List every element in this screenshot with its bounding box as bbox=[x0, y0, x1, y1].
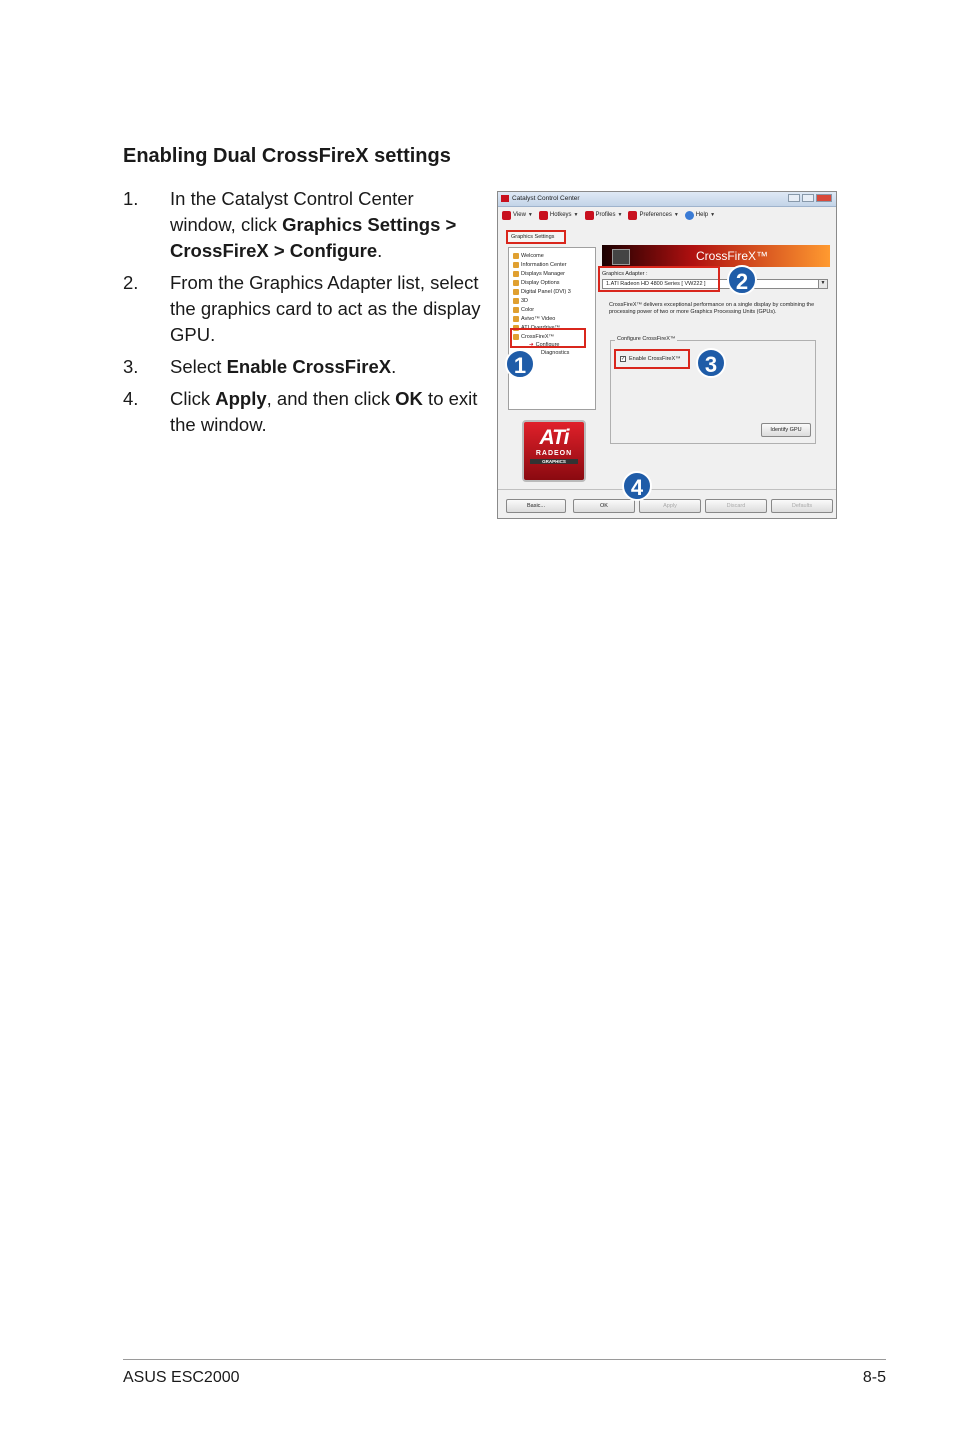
tree-node-icon bbox=[513, 253, 519, 259]
arrow-right-icon: ➜ bbox=[529, 342, 534, 348]
help-icon bbox=[685, 211, 694, 220]
step-text-bold: Graphics Settings > CrossFireX > Configure bbox=[170, 214, 457, 261]
step-text-part: Select bbox=[170, 356, 227, 377]
highlight-graphics-adapter bbox=[598, 266, 720, 292]
tree-node-icon bbox=[513, 262, 519, 268]
step-text bbox=[170, 354, 396, 380]
enable-crossfirex-checkbox[interactable]: ✓ bbox=[621, 356, 626, 362]
toolbar-label: Preferences bbox=[639, 212, 672, 218]
tree-item-label: Displays Manager bbox=[521, 271, 566, 277]
step-text-part: . bbox=[391, 356, 397, 377]
toolbar-preferences[interactable] bbox=[628, 211, 678, 220]
tree-item-label: Display Options bbox=[521, 280, 560, 286]
step-text-part: From the Graphics Adapter list, select the graphics card to act as the display GPU. bbox=[170, 272, 481, 345]
step-text-part: to exit the window. bbox=[170, 388, 478, 435]
logo-main-text: ATi bbox=[539, 426, 569, 449]
ok-button[interactable]: OK bbox=[573, 499, 635, 513]
toolbar-hotkeys[interactable] bbox=[539, 211, 579, 220]
step-item bbox=[123, 354, 483, 380]
footer-page-number: 8-5 bbox=[862, 1369, 886, 1386]
toolbar-label: Help bbox=[695, 212, 709, 218]
identify-gpu-button[interactable]: Identify GPU bbox=[761, 423, 811, 437]
step-number: 3. bbox=[123, 356, 139, 377]
footer-divider bbox=[123, 1359, 886, 1360]
chevron-down-icon: ▼ bbox=[527, 212, 533, 218]
step-text-bold: Enable CrossFireX bbox=[226, 356, 392, 377]
view-icon bbox=[502, 211, 511, 220]
chevron-down-icon[interactable]: ▼ bbox=[818, 280, 827, 288]
crossfirex-banner bbox=[602, 245, 830, 267]
tree-node-icon bbox=[513, 298, 519, 304]
callout-marker-2: 2 bbox=[727, 265, 757, 295]
tree-node-icon bbox=[513, 307, 519, 313]
callout-marker-4: 4 bbox=[622, 471, 652, 501]
tree-item-label: ATI Overdrive™ bbox=[521, 325, 561, 331]
toolbar-profiles[interactable] bbox=[585, 211, 623, 220]
tree-item[interactable] bbox=[513, 280, 560, 286]
profiles-icon bbox=[585, 211, 594, 220]
maximize-icon[interactable] bbox=[802, 194, 814, 202]
tree-item[interactable] bbox=[513, 262, 567, 268]
tree-node-icon bbox=[513, 316, 519, 322]
tree-node-icon bbox=[513, 271, 519, 277]
step-number: 4. bbox=[123, 388, 139, 409]
tree-item-diagnostics[interactable] bbox=[541, 350, 569, 356]
window-title: Catalyst Control Center bbox=[512, 195, 580, 202]
toolbar-label: Hotkeys bbox=[549, 212, 572, 218]
tree-item-label: Configure bbox=[535, 342, 560, 348]
logo-sub-text: RADEON bbox=[535, 450, 573, 457]
step-text-part: Click bbox=[170, 388, 216, 409]
toolbar-view[interactable] bbox=[502, 211, 533, 220]
crossfirex-description: CrossFireX™ delivers exceptional performance on a single display by combining the processing power of two or more Graphics Processing Units (GPUs). bbox=[609, 302, 815, 315]
basic-button[interactable]: Basic... bbox=[506, 499, 566, 513]
ati-app-icon bbox=[501, 195, 509, 202]
ati-radeon-logo bbox=[522, 420, 586, 482]
tree-item-label: Welcome bbox=[521, 253, 544, 259]
tree-item-label: Color bbox=[521, 307, 535, 313]
step-item bbox=[123, 270, 483, 348]
step-text-part: In the Catalyst Control Center window, click bbox=[170, 188, 414, 235]
chevron-down-icon: ▼ bbox=[673, 212, 679, 218]
apply-button[interactable]: Apply bbox=[639, 499, 701, 513]
catalyst-window-screenshot bbox=[497, 191, 837, 519]
tree-item-label: 3D bbox=[521, 298, 529, 304]
minimize-icon[interactable] bbox=[788, 194, 800, 202]
tree-item-label: Avivo™ Video bbox=[521, 316, 556, 322]
close-icon[interactable] bbox=[816, 194, 832, 202]
tree-item[interactable] bbox=[513, 307, 534, 313]
step-item bbox=[123, 386, 483, 438]
tab-graphics-settings[interactable]: Graphics Settings bbox=[506, 230, 566, 244]
step-text-part: . bbox=[377, 240, 383, 261]
step-text-bold: Apply bbox=[215, 388, 267, 409]
footer-product: ASUS ESC2000 bbox=[123, 1369, 240, 1386]
step-text-part: , and then click bbox=[266, 388, 396, 409]
adapter-value: 1.ATI Radeon HD 4800 Series [ VW222 ] bbox=[606, 281, 706, 287]
step-number: 1. bbox=[123, 188, 139, 209]
tree-item-label: Diagnostics bbox=[541, 350, 570, 356]
tree-item[interactable] bbox=[513, 289, 571, 295]
chevron-down-icon: ▼ bbox=[710, 212, 716, 218]
discard-button[interactable]: Discard bbox=[705, 499, 767, 513]
gpu-card-icon bbox=[612, 249, 630, 265]
tree-item-label: Digital Panel (DVI) 3 bbox=[521, 289, 571, 295]
toolbar-label: Profiles bbox=[595, 212, 616, 218]
step-text bbox=[170, 186, 483, 264]
step-item bbox=[123, 186, 483, 264]
tree-item-label: Information Center bbox=[521, 262, 567, 268]
highlight-crossfirex-configure bbox=[510, 328, 586, 348]
enable-crossfirex-label: Enable CrossFireX™ bbox=[629, 356, 681, 362]
toolbar-label: View bbox=[513, 212, 526, 218]
bottom-divider bbox=[498, 489, 836, 490]
step-text bbox=[170, 270, 483, 348]
chevron-down-icon: ▼ bbox=[573, 212, 579, 218]
tree-node-icon bbox=[513, 289, 519, 295]
chevron-down-icon: ▼ bbox=[617, 212, 623, 218]
window-toolbar bbox=[498, 207, 836, 223]
tree-node-icon bbox=[513, 280, 519, 286]
tree-item[interactable] bbox=[513, 253, 544, 259]
step-number: 2. bbox=[123, 272, 139, 293]
preferences-icon bbox=[628, 211, 637, 220]
tree-item-label: CrossFireX™ bbox=[521, 334, 555, 340]
callout-marker-3: 3 bbox=[696, 348, 726, 378]
toolbar-help[interactable] bbox=[685, 211, 715, 220]
banner-title: CrossFireX™ bbox=[696, 249, 769, 263]
tree-item[interactable] bbox=[513, 316, 555, 322]
tree-item[interactable] bbox=[513, 298, 528, 304]
steps-list bbox=[123, 186, 483, 444]
highlight-enable-crossfirex bbox=[614, 349, 690, 369]
tree-item[interactable] bbox=[513, 271, 565, 277]
section-heading: Enabling Dual CrossFireX settings bbox=[123, 145, 451, 167]
logo-graphics-text: GRAPHICS bbox=[530, 459, 578, 464]
step-text bbox=[170, 386, 483, 438]
adapter-label: Graphics Adapter : bbox=[602, 271, 648, 277]
window-titlebar bbox=[498, 192, 836, 207]
step-text-bold: OK bbox=[395, 388, 423, 409]
defaults-button[interactable]: Defaults bbox=[771, 499, 833, 513]
group-label: Configure CrossFireX™ bbox=[617, 336, 676, 342]
callout-marker-1: 1 bbox=[505, 349, 535, 379]
hotkeys-icon bbox=[539, 211, 548, 220]
